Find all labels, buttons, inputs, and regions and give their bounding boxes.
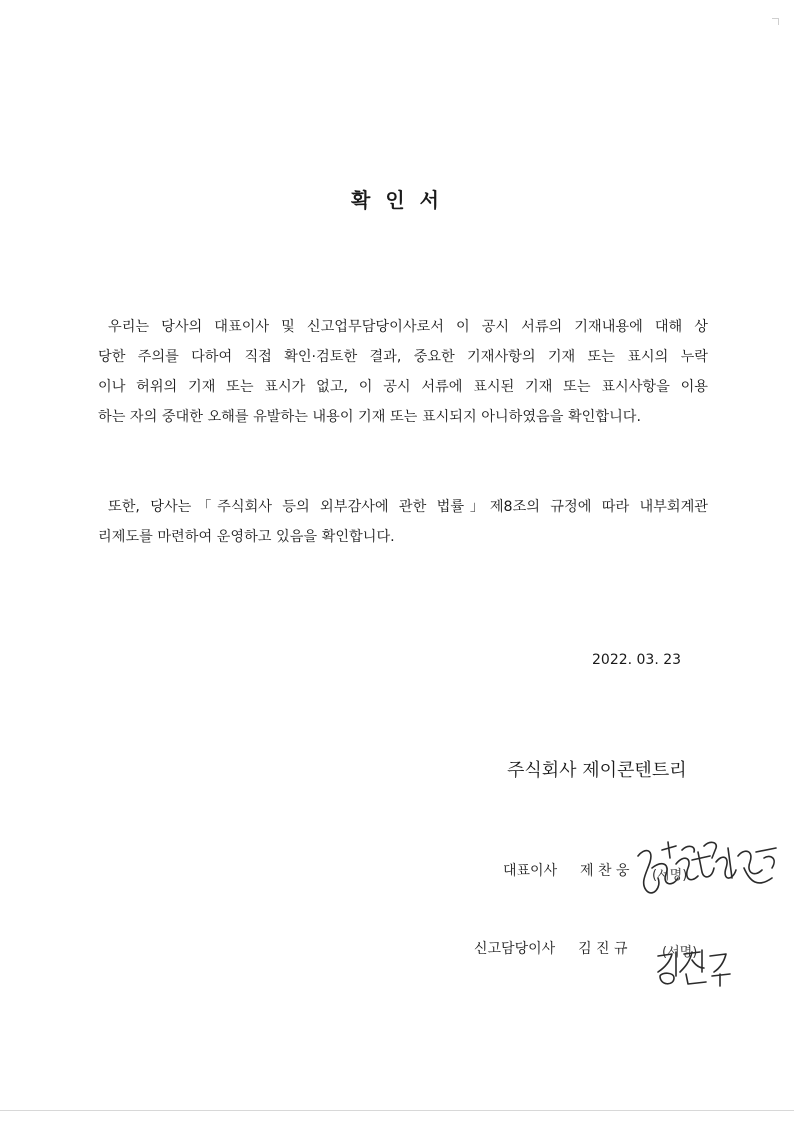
signer-name: 김 진 규 (578, 941, 628, 957)
paragraph-line: 당한 주의를 다하여 직접 확인·검토한 결과, 중요한 기재사항의 기재 또는 표시의 누락 (98, 349, 708, 365)
paragraph-line: 리제도를 마련하여 운영하고 있음을 확인합니다. (98, 529, 395, 545)
scan-corner-mark (772, 18, 779, 25)
signature-label: (서명) (652, 868, 688, 883)
ceo-signer-line (503, 860, 630, 880)
paragraph-line: 이나 허위의 기재 또는 표시가 없고, 이 공시 서류에 표시된 기재 또는 표시사항을 이용 (98, 379, 708, 395)
company-name: 주식회사 제이콘텐트리 (507, 760, 687, 781)
confirmation-paragraph (98, 312, 708, 432)
paragraph-line: 또한, 당사는「주식회사 등의 외부감사에 관한 법률」제8조의 규정에 따라 내부회계관 (108, 499, 708, 515)
signer-name: 제 찬 웅 (580, 863, 630, 879)
signature-label: (서명) (662, 945, 698, 960)
document-title: 확 인 서 (351, 188, 443, 212)
scan-bottom-edge (0, 1110, 794, 1111)
signer-role: 신고담당이사 (474, 941, 556, 957)
reporting-director-signer-line (474, 938, 628, 958)
paragraph-line: 하는 자의 중대한 오해를 유발하는 내용이 기재 또는 표시되지 아니하였음을 확인합니다. (98, 409, 641, 425)
signer-role: 대표이사 (503, 863, 558, 879)
document-date: 2022. 03. 23 (592, 652, 682, 668)
internal-control-paragraph (98, 492, 708, 552)
paragraph-line: 우리는 당사의 대표이사 및 신고업무담당이사로서 이 공시 서류의 기재내용에 대해 상 (108, 319, 708, 335)
